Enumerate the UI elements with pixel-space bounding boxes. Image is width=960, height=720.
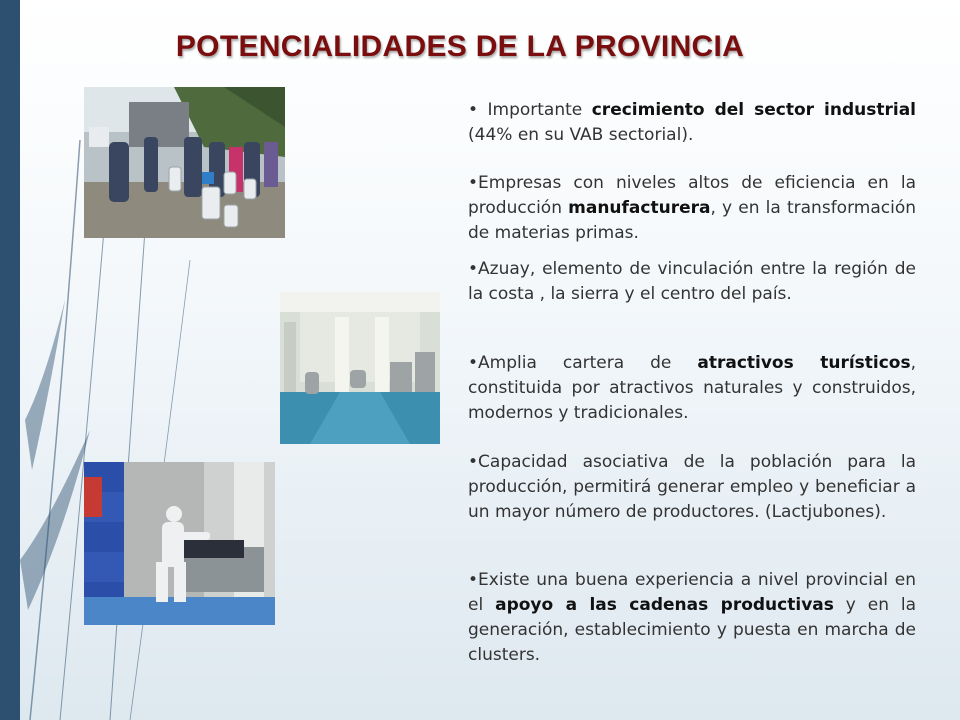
bullet-2: •Empresas con niveles altos de eficiencia en la producción manufacturera, y en la transformación de materias primas. [468, 173, 916, 243]
bullet-4: •Amplia cartera de atractivos turísticos, constituida por atractivos naturales y construidos, modernos y tradicionales. [468, 353, 917, 423]
worker-dairy-line-photo [84, 462, 275, 625]
farmers-milk-cans-photo [84, 87, 285, 238]
bullet-1: • Importante crecimiento del sector industrial (44% en su VAB sectorial). [468, 100, 916, 145]
factory-hall-photo [280, 292, 440, 444]
slide-title: POTENCIALIDADES DE LA PROVINCIA [175, 30, 745, 63]
left-sidebar-bar [0, 0, 20, 720]
bullet-3: •Azuay, elemento de vinculación entre la región de la costa , la sierra y el centro del país. [468, 259, 916, 304]
bullet-5: •Capacidad asociativa de la población para la producción, permitirá generar empleo y beneficiar a un mayor número de productores. (Lactjubones). [468, 452, 916, 522]
bullet-6: •Existe una buena experiencia a nivel provincial en el apoyo a las cadenas productivas y en la generación, establecimiento y puesta en marcha de clusters. [468, 570, 917, 665]
